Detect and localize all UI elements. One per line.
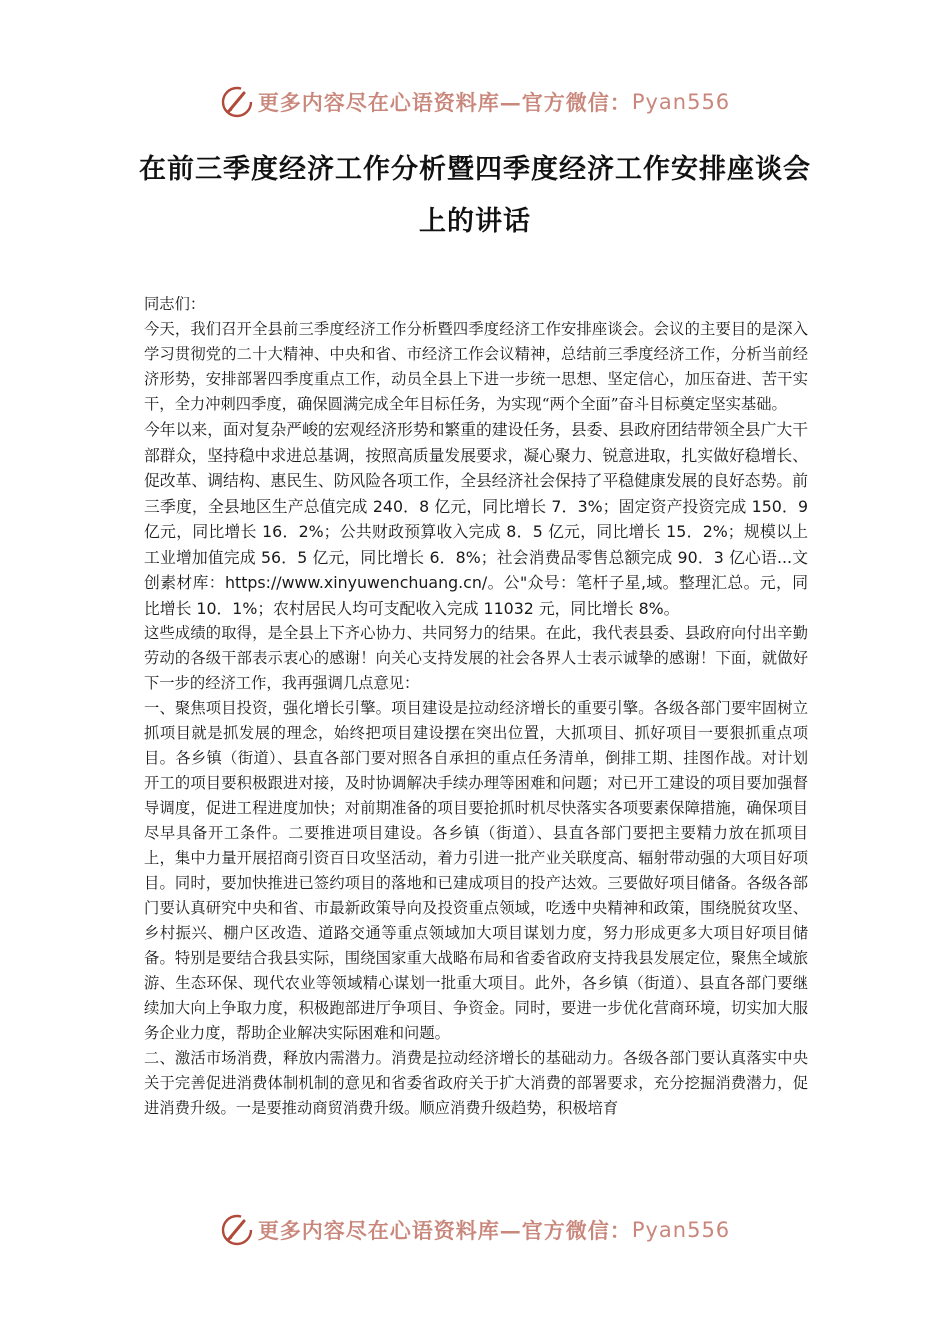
paragraph-section-two: 二、激活市场消费，释放内需潜力。消费是拉动经济增长的基础动力。各级各部门要认真落实中央关于完善促进消费体制机制的意见和省委省政府关于扩大消费的部署要求，充分挖掘消费潜力，促进消费升级。一是要推动商贸消费升级。顺应消费升级趋势，积极培育 xyxy=(144,1049,808,1117)
banner-text: 更多内容尽在心语资料库—官方微信： xyxy=(257,90,632,115)
banner-text: 更多内容尽在心语资料库—官方微信： xyxy=(257,1218,632,1243)
brush-logo-icon xyxy=(220,1213,254,1247)
document-title: 在前三季度经济工作分析暨四季度经济工作安排座谈会上的讲话 xyxy=(139,154,811,237)
header-watermark-banner xyxy=(0,80,950,124)
salutation: 同志们： xyxy=(144,295,206,313)
banner-wechat-id: Pyan556 xyxy=(631,1218,731,1242)
banner-wechat-id: Pyan556 xyxy=(631,90,731,114)
paragraph-achievements: 今年以来，面对复杂严峻的宏观经济形势和繁重的建设任务，县委、县政府团结带领全县广大干部群众，坚持稳中求进总基调，按照高质量发展要求，凝心聚力、锐意进取，扎实做好稳增长、促改革、调结构、惠民生、防风险各项工作，全县经济社会保持了平稳健康发展的良好态势。前三季度，全县地区生产总值完成 240．8 亿元，同比增长 7．3%；固定资产投资完成 150．9 亿元，同比增长 16．2%；公共财政预算收入完成 8．5 亿元，同比增长 15．2%；规模以上工业增加值完成 56．5 亿元，同比增长 6．8%；社会消费品零售总额完成 90．3 亿心语...文创素材库：https://www.xinyuwenchuang.cn/。公"众号：笔杆子星,域。整理汇总。元，同比增长 10．1%；农村居民人均可支配收入完成 11032 元，同比增长 8%。 xyxy=(144,420,808,618)
brush-logo-icon xyxy=(220,85,254,119)
paragraph-thanks: 这些成绩的取得，是全县上下齐心协力、共同努力的结果。在此，我代表县委、县政府向付出辛勤劳动的各级干部表示衷心的感谢！向关心支持发展的社会各界人士表示诚挚的感谢！下面，就做好下一步的经济工作，我再强调几点意见： xyxy=(144,624,808,692)
paragraph-section-one: 一、聚焦项目投资，强化增长引擎。项目建设是拉动经济增长的重要引擎。各级各部门要牢固树立抓项目就是抓发展的理念，始终把项目建设摆在突出位置，大抓项目、抓好项目一要狠抓重点项目。各乡镇（街道）、县直各部门要对照各自承担的重点任务清单，倒排工期、挂图作战。对计划开工的项目要积极跟进对接，及时协调解决手续办理等困难和问题；对已开工建设的项目要加强督导调度，促进工程进度加快；对前期准备的项目要抢抓时机尽快落实各项要素保障措施，确保项目尽早具备开工条件。二要推进项目建设。各乡镇（街道）、县直各部门要把主要精力放在抓项目上，集中力量开展招商引资百日攻坚活动，着力引进一批产业关联度高、辐射带动强的大项目好项目。同时，要加快推进已签约项目的落地和已建成项目的投产达效。三要做好项目储备。各级各部门要认真研究中央和省、市最新政策导向及投资重点领域，吃透中央精神和政策，围绕脱贫攻坚、乡村振兴、棚户区改造、道路交通等重点领域加大项目谋划力度，努力形成更多大项目好项目储备。特别是要结合我县实际，围绕国家重大战略布局和省委省政府支持我县发展定位，聚焦全域旅游、生态环保、现代农业等领域精心谋划一批重大项目。此外，各乡镇（街道）、县直各部门要继续加大向上争取力度，积极跑部进厅争项目、争资金。同时，要进一步优化营商环境，切实加大服务企业力度，帮助企业解决实际困难和问题。 xyxy=(144,699,808,1042)
paragraph-intro: 今天，我们召开全县前三季度经济工作分析暨四季度经济工作安排座谈会。会议的主要目的是深入学习贯彻党的二十大精神、中央和省、市经济工作会议精神，总结前三季度经济工作，分析当前经济形势，安排部署四季度重点工作，动员全县上下进一步统一思想、坚定信心，加压奋进、苦干实干，全力冲刺四季度，确保圆满完成全年目标任务，为实现“两个全面”奋斗目标奠定坚实基础。 xyxy=(144,320,808,413)
footer-watermark-banner xyxy=(0,1208,950,1252)
document-body xyxy=(144,292,808,1121)
